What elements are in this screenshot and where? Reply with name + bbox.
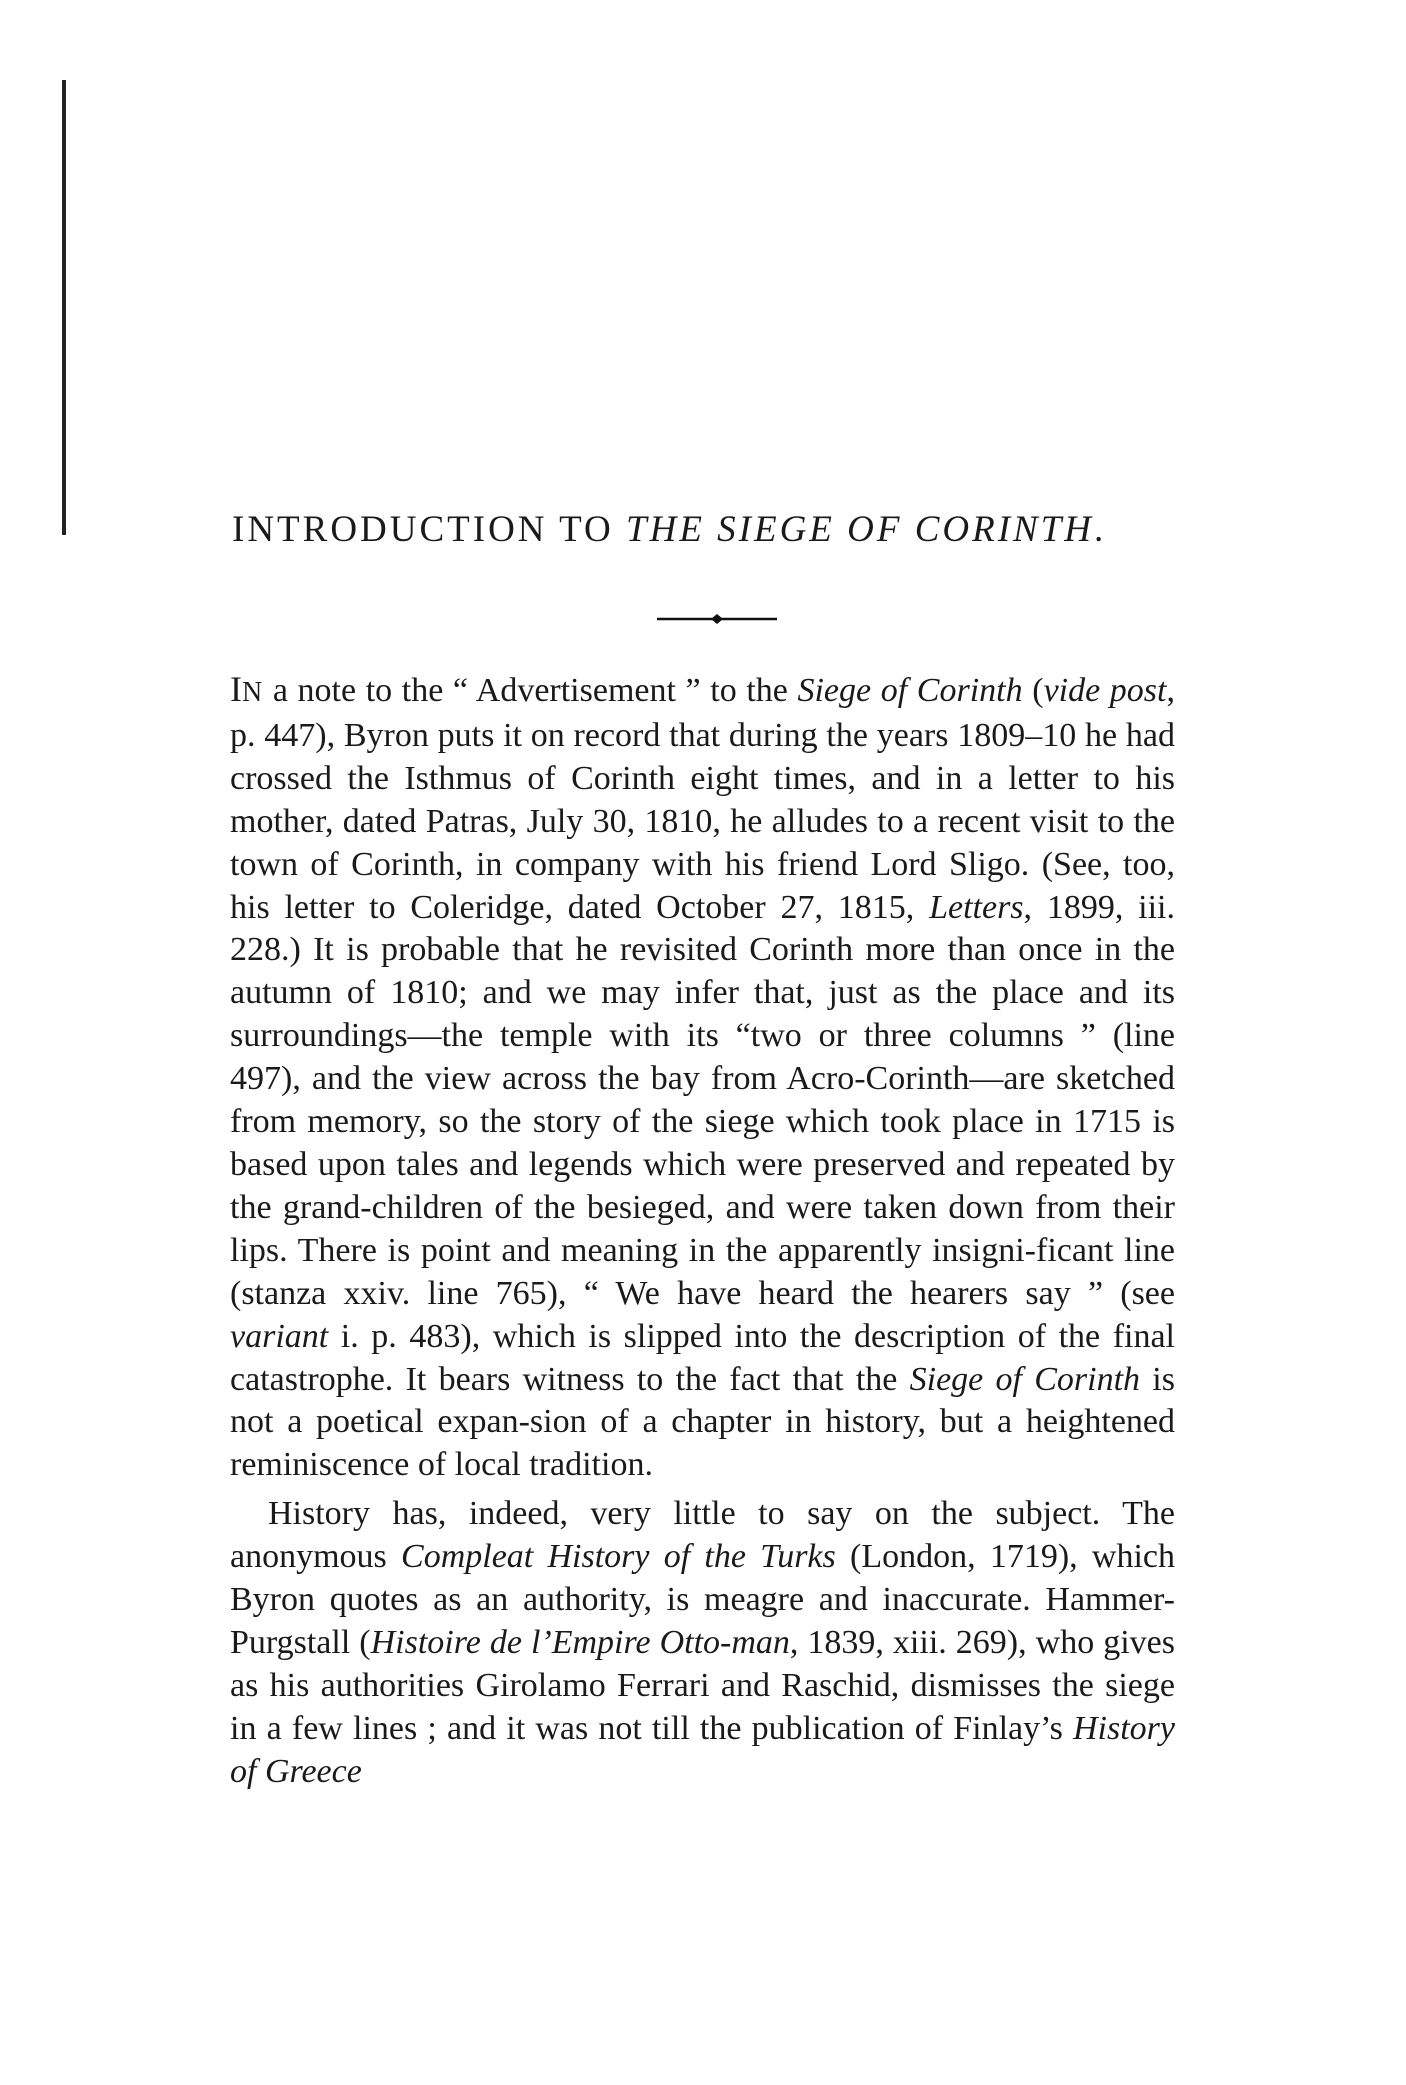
paragraph-1	[230, 668, 1175, 1487]
text-run: a note to the “ Advertisement ” to the	[263, 672, 798, 709]
text-run: (London, 1719), which Byron quotes as an authority, is meagre and inaccurate. Hammer-Purgstall (	[230, 1538, 1175, 1661]
text-run: History has, indeed, very little to say on the subject. The anonymous	[230, 1495, 1175, 1576]
title-italic: THE SIEGE OF CORINTH	[626, 509, 1095, 550]
paragraph-2	[230, 1493, 1175, 1793]
italic-title: Histoire de l’Empire Otto-man	[370, 1623, 790, 1661]
italic-title: History of Greece	[230, 1709, 1175, 1790]
text-run: , p. 447), Byron puts it on record that during the years 1809–10 he had crossed the Isthmus of Corinth eight times, and in a letter to his mother, dated Patras, July 30, 1810, he alludes to a recent visit to the town of Corinth, in company with his friend Lord Sligo. (See, too, his letter to Coleridge, dated October 27, 1815,	[230, 672, 1175, 926]
italic-title: Compleat History of the Turks	[401, 1538, 836, 1576]
page-title	[232, 508, 1192, 551]
small-capital: N	[242, 677, 264, 708]
text-run: , 1839, xiii. 269), who gives as his authorities Girolamo Ferrari and Raschid, dismisses the siege in a few lines ; and it was not till the publication of Finlay’s	[230, 1623, 1175, 1747]
text-run: , 1899, iii. 228.) It is probable that he revisited Corinth more than once in the autumn of 1810; and we may infer that, just as the place and its surroundings—the temple with its “two or three columns ” (line 497), and the view across the bay from Acro-Corinth—are sketched from memory, so the story of the siege which took place in 1715 is based upon tales and legends which were preserved and repeated by the grand-children of the besieged, and were taken down from their lips. There is point and meaning in the apparently insigni-ficant line (stanza xxiv. line 765), “ We have heard the hearers say ” (see	[230, 888, 1175, 1312]
page-binding-edge	[62, 80, 66, 535]
italic-title: Siege of Corinth	[909, 1360, 1141, 1398]
text-run: (	[1022, 672, 1044, 709]
italic-title: Siege of Corinth	[797, 672, 1023, 709]
italic-phrase: variant	[230, 1317, 329, 1355]
text-run: i. p. 483), which is slipped into the description of the final catastrophe. It bears witness to the fact that the	[230, 1317, 1175, 1398]
body-text	[230, 668, 1175, 1794]
italic-phrase: vide post	[1043, 672, 1167, 709]
drop-capital: I	[230, 669, 242, 709]
text-run: is not a poetical expan-sion of a chapter in history, but a heightened reminiscence of local tradition.	[230, 1360, 1175, 1484]
rule-with-diamond-icon	[655, 612, 779, 626]
title-prefix: INTRODUCTION TO	[232, 509, 627, 550]
italic-title: Letters	[929, 888, 1024, 926]
title-suffix: .	[1094, 509, 1107, 550]
